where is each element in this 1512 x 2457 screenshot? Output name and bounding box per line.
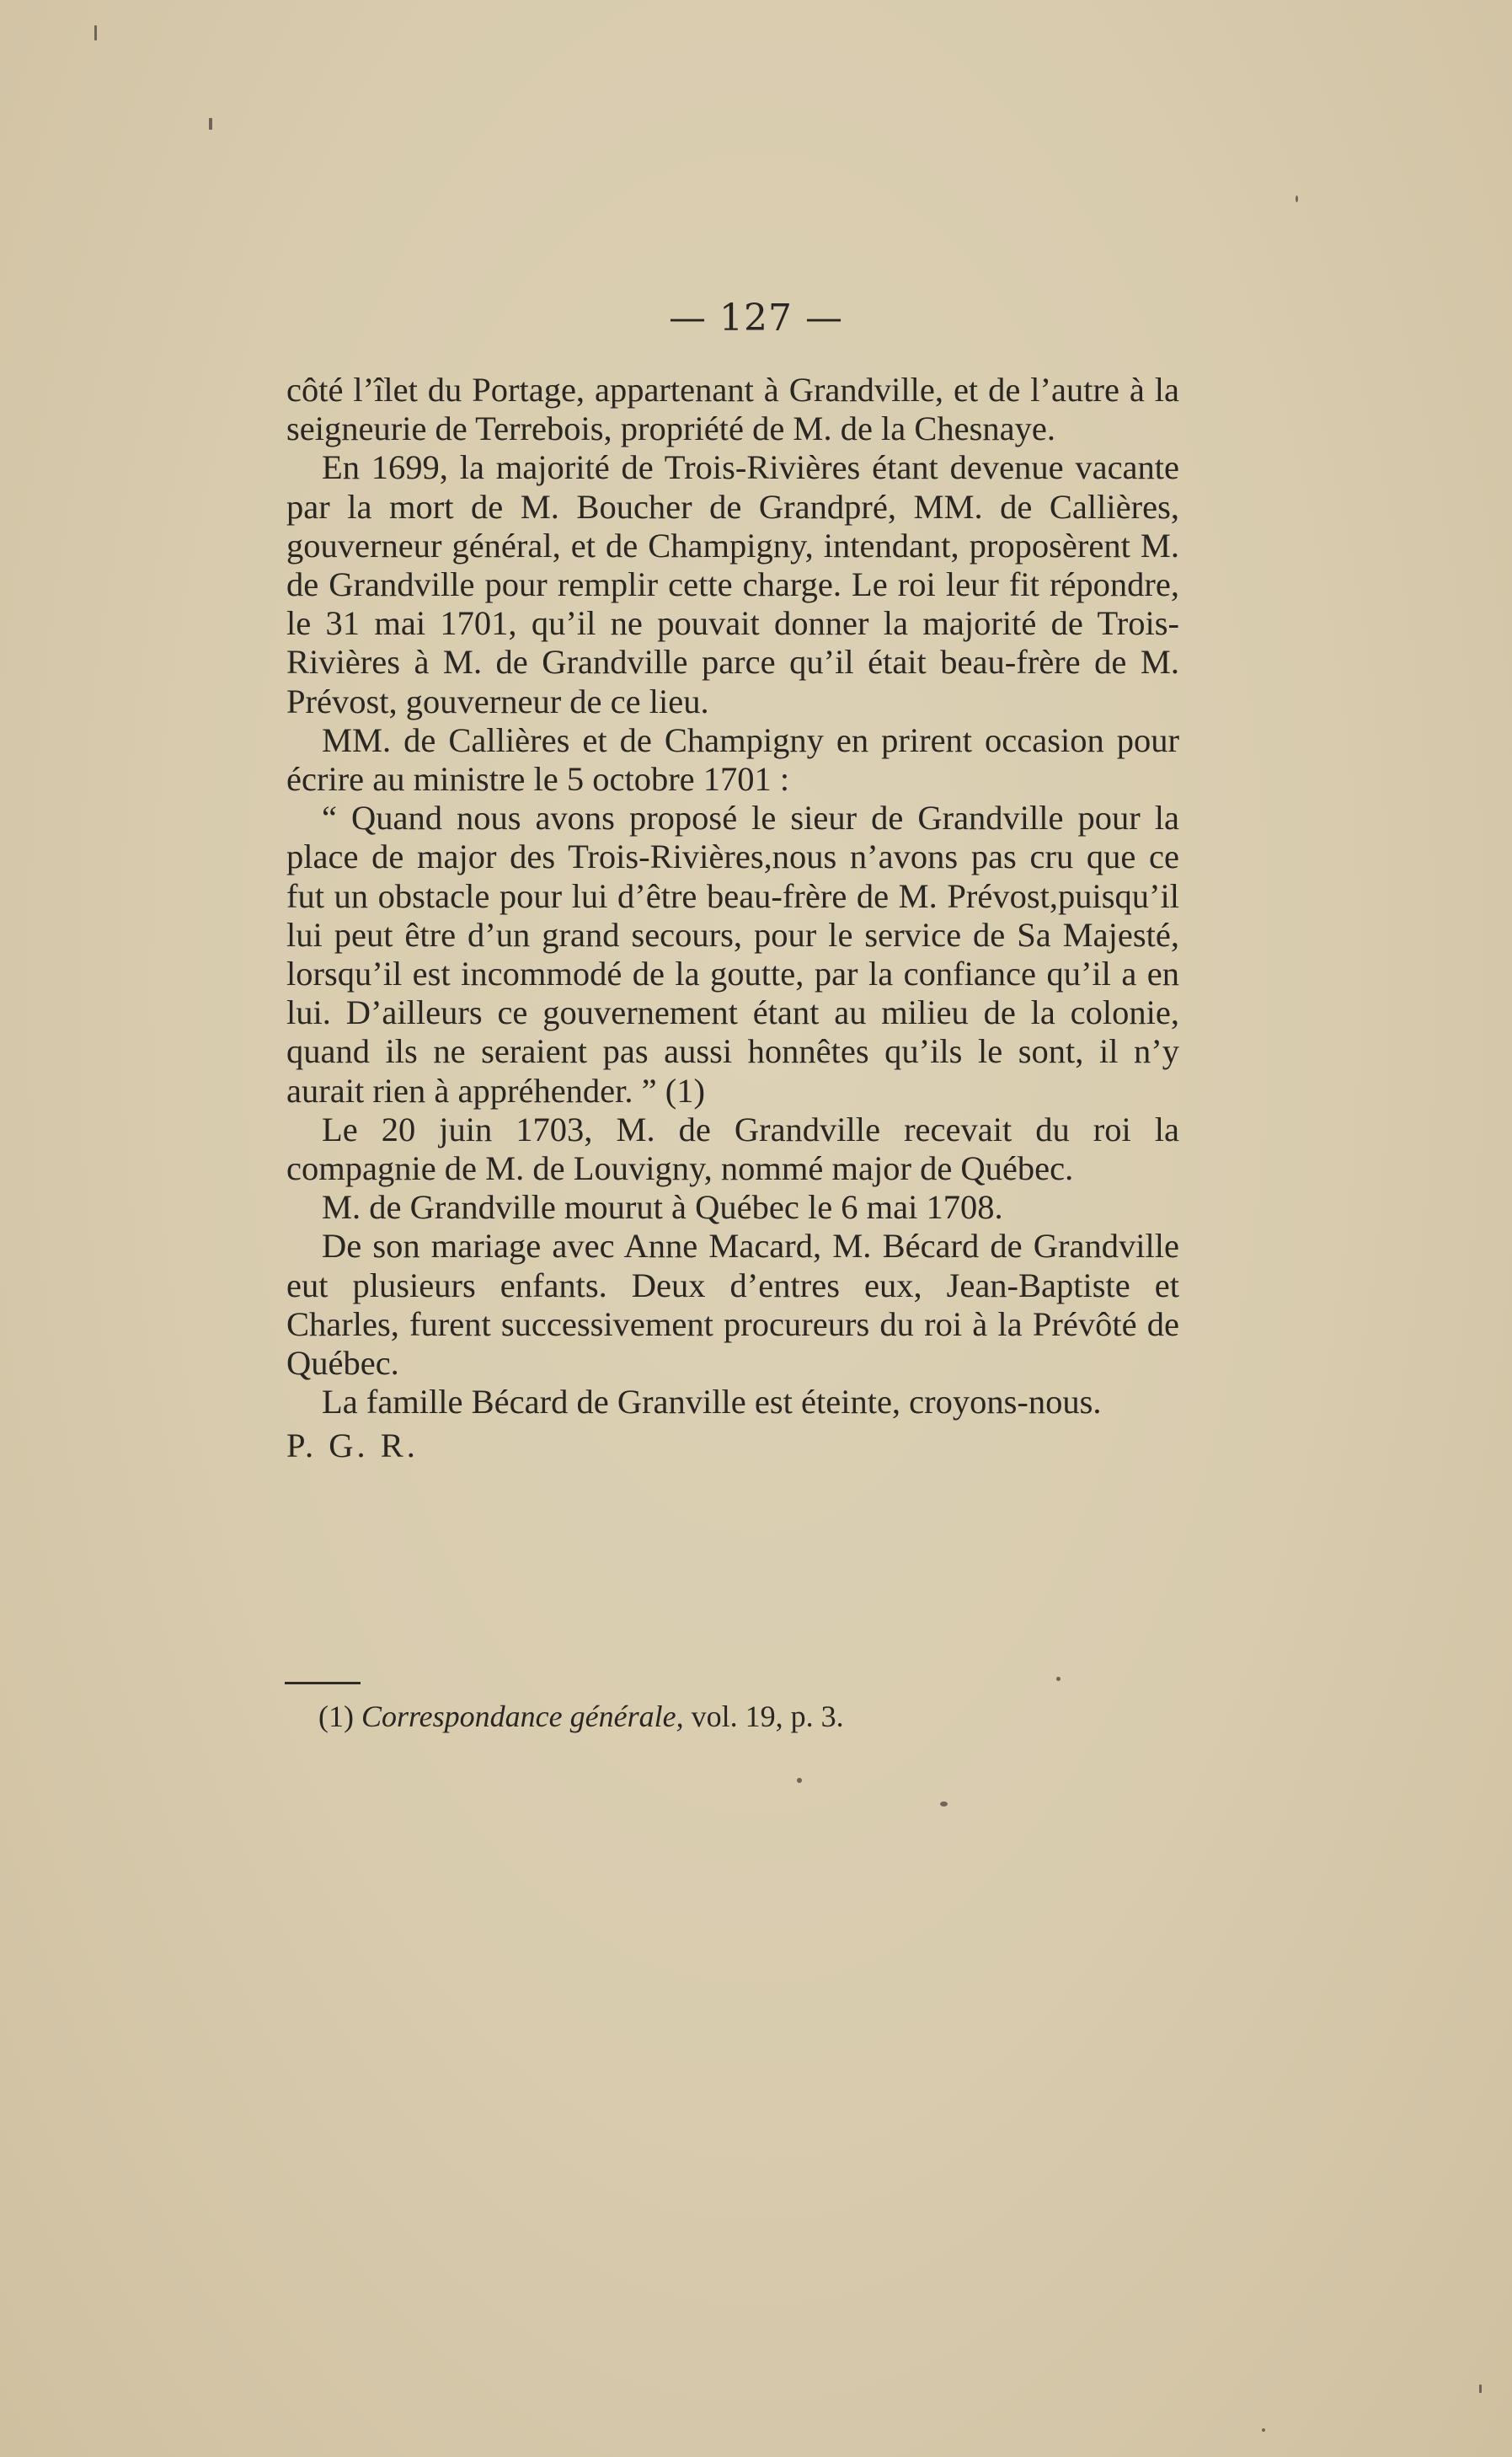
paragraph-5: Le 20 juin 1703, M. de Grandville recevait du roi la compagnie de M. de Louvigny, nommé major de Québec. bbox=[286, 1110, 1179, 1188]
paper-speck bbox=[209, 118, 212, 130]
paragraph-6: M. de Grandville mourut à Québec le 6 mai 1708. bbox=[322, 1188, 1003, 1227]
footnote-marker: (1) bbox=[318, 1700, 354, 1733]
paragraph-7: De son mariage avec Anne Macard, M. Bécard de Grandville eut plusieurs enfants. Deux d’entres eux, Jean-Baptiste et Charles, furent successivement procureurs du roi à la Prévôté de Québec. bbox=[286, 1227, 1179, 1383]
paper-speck bbox=[1296, 195, 1298, 202]
paragraph-2: En 1699, la majorité de Trois-Rivières étant devenue vacante par la mort de M. Boucher de Grandpré, MM. de Callières, gouverneur général, et de Champigny, intendant, proposèrent M. de Grandville pour remplir cette charge. Le roi leur fit répondre, le 31 mai 1701, qu’il ne pouvait donner la majorité de Trois-Rivières à M. de Grandville parce qu’il était beau-frère de M. Prévost, gouverneur de ce lieu. bbox=[286, 448, 1179, 720]
paper-speck bbox=[940, 1801, 948, 1807]
footnote-divider bbox=[285, 1682, 361, 1684]
paper-speck bbox=[1479, 2385, 1482, 2393]
paper-speck bbox=[797, 1778, 802, 1783]
author-signature: P. G. R. bbox=[286, 1427, 419, 1465]
body-text bbox=[286, 371, 1179, 1466]
page-number: — 127 — bbox=[669, 297, 843, 340]
quotation-paragraph: “ Quand nous avons proposé le sieur de Grandville pour la place de major des Trois-Rivières,nous n’avons pas cru que ce fut un obstacle pour lui d’être beau-frère de M. Prévost,puisqu’il lui peut être d’un grand secours, pour le service de Sa Majesté, lorsqu’il est incommodé de la goutte, par la confiance qu’il a en lui. D’ailleurs ce gouvernement étant au milieu de la colonie, quand ils ne seraient pas aussi honnêtes qu’ils le sont, il n’y aurait rien à appréhender. ” (1) bbox=[286, 799, 1179, 1110]
paragraph-3: MM. de Callières et de Champigny en prirent occasion pour écrire au ministre le 5 octobre 1701 : bbox=[286, 720, 1179, 799]
footnote-source-title: Correspondance générale, bbox=[361, 1700, 684, 1733]
paper-speck bbox=[1056, 1677, 1061, 1681]
paper-speck bbox=[94, 25, 97, 40]
footnote bbox=[318, 1699, 844, 1734]
paper-speck bbox=[1262, 2428, 1265, 2432]
footnote-reference: vol. 19, p. 3. bbox=[691, 1700, 844, 1733]
paragraph-1: côté l’îlet du Portage, appartenant à Grandville, et de l’autre à la seigneurie de Terrebois, propriété de M. de la Chesnaye. bbox=[286, 371, 1179, 448]
paragraph-8: La famille Bécard de Granville est éteinte, croyons-nous. bbox=[322, 1383, 1102, 1421]
